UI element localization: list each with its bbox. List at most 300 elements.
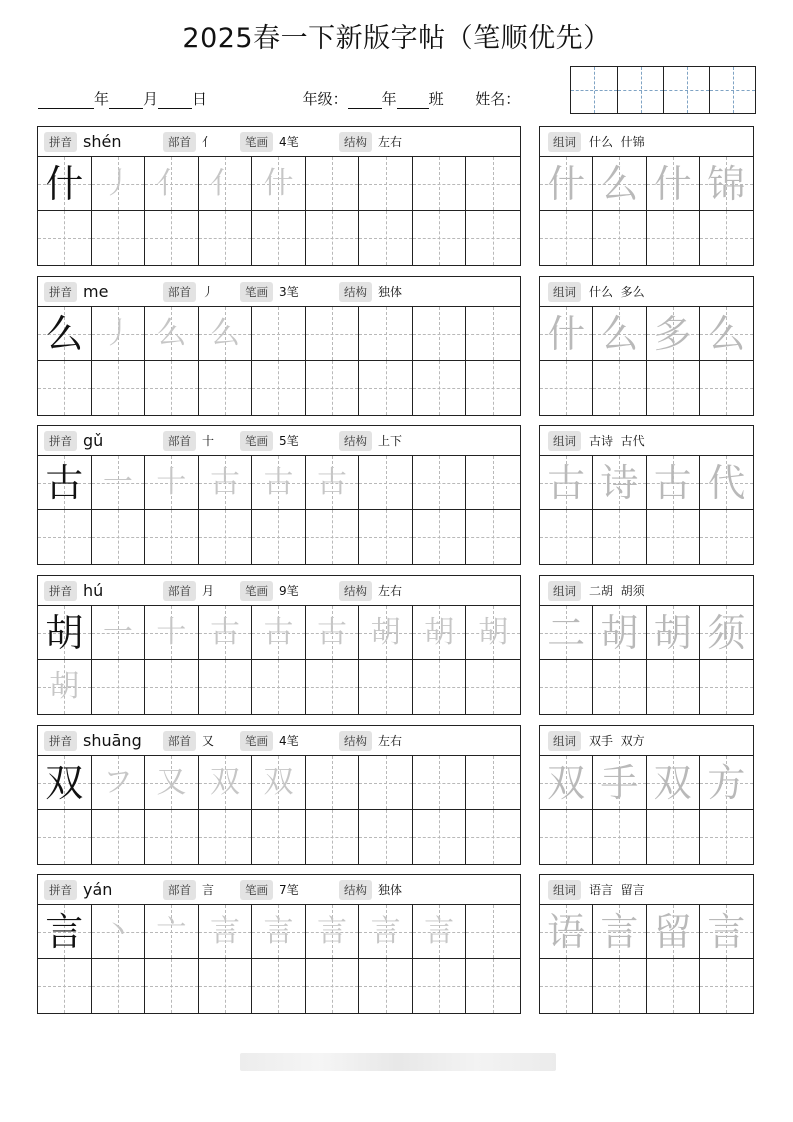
name-grid[interactable] xyxy=(570,66,756,114)
grid-cell[interactable] xyxy=(413,606,467,660)
grid-cell[interactable] xyxy=(540,905,593,959)
grid-cell[interactable] xyxy=(700,361,753,415)
grid-cell[interactable] xyxy=(700,211,753,265)
grid-cell[interactable] xyxy=(92,307,146,361)
word-char: 二 xyxy=(547,610,586,655)
grid-cell[interactable] xyxy=(413,660,467,714)
grade-year-blank[interactable] xyxy=(348,91,382,109)
practice-grid xyxy=(38,307,520,415)
pinyin-value: me xyxy=(83,282,109,301)
stroke-order-char: 言 xyxy=(209,913,240,949)
grid-cell[interactable] xyxy=(413,211,467,265)
grid-cell[interactable] xyxy=(466,756,520,810)
stroke-order-char: 什 xyxy=(263,165,294,201)
word-practice-box xyxy=(539,575,754,715)
practice-grid xyxy=(38,756,520,864)
grid-cell[interactable] xyxy=(38,905,92,959)
words-value: 什么 什锦 xyxy=(589,135,645,149)
stroke-practice-box xyxy=(37,425,521,565)
grid-cell[interactable] xyxy=(145,756,199,810)
structure-value: 上下 xyxy=(378,434,403,448)
grid-cell[interactable] xyxy=(466,660,520,714)
strokes-tag: 笔画 xyxy=(240,132,273,152)
grid-cell[interactable] xyxy=(199,756,253,810)
grid-cell[interactable] xyxy=(540,307,593,361)
grid-cell[interactable] xyxy=(593,810,646,864)
grid-cell[interactable] xyxy=(38,510,92,564)
month-label: 月 xyxy=(143,90,159,108)
practice-grid xyxy=(38,456,520,564)
grid-cell[interactable] xyxy=(92,510,146,564)
grid-cell[interactable] xyxy=(359,211,413,265)
structure-tag: 结构 xyxy=(339,880,372,900)
grid-cell[interactable] xyxy=(413,157,467,211)
structure-value: 左右 xyxy=(378,734,403,748)
month-blank[interactable] xyxy=(109,91,143,109)
grid-cell[interactable] xyxy=(359,510,413,564)
char-info-header xyxy=(38,127,520,157)
word-char: 古 xyxy=(653,460,692,505)
grid-cell[interactable] xyxy=(647,510,700,564)
grid-cell[interactable] xyxy=(252,959,306,1013)
words-header xyxy=(540,726,753,756)
grid-cell[interactable] xyxy=(647,660,700,714)
grid-cell[interactable] xyxy=(647,456,700,510)
blurred-footer xyxy=(240,1053,556,1071)
pinyin-tag: 拼音 xyxy=(44,731,77,751)
words-value: 双手 双方 xyxy=(589,734,645,748)
grid-cell[interactable] xyxy=(199,510,253,564)
grid-cell[interactable] xyxy=(593,456,646,510)
grid-cell[interactable] xyxy=(199,211,253,265)
word-char: 须 xyxy=(707,610,746,655)
grid-cell[interactable] xyxy=(466,211,520,265)
grid-cell[interactable] xyxy=(466,810,520,864)
word-grid xyxy=(540,307,753,415)
stroke-order-char: 一 xyxy=(102,464,133,500)
grid-cell[interactable] xyxy=(306,456,360,510)
grid-cell[interactable] xyxy=(593,660,646,714)
structure-tag: 结构 xyxy=(339,431,372,451)
grid-cell[interactable] xyxy=(38,660,92,714)
pinyin-tag: 拼音 xyxy=(44,880,77,900)
grid-cell[interactable] xyxy=(359,361,413,415)
grid-cell[interactable] xyxy=(359,307,413,361)
grid-cell[interactable] xyxy=(145,361,199,415)
structure-tag: 结构 xyxy=(339,581,372,601)
grid-cell[interactable] xyxy=(700,157,753,211)
word-char: 么 xyxy=(600,311,639,356)
stroke-order-char: 么 xyxy=(209,315,240,351)
grid-cell[interactable] xyxy=(466,307,520,361)
practice-block xyxy=(37,874,754,1014)
radical-tag: 部首 xyxy=(163,880,196,900)
practice-block xyxy=(37,425,754,565)
page-title: 2025春一下新版字帖（笔顺优先） xyxy=(182,23,611,54)
grid-cell[interactable] xyxy=(700,905,753,959)
grid-cell[interactable] xyxy=(359,810,413,864)
word-char: 多 xyxy=(653,311,692,356)
name-cell[interactable] xyxy=(663,67,709,113)
word-char: 么 xyxy=(600,161,639,206)
words-header xyxy=(540,576,753,606)
grid-cell[interactable] xyxy=(306,211,360,265)
model-char: 么 xyxy=(45,311,84,356)
grid-cell[interactable] xyxy=(593,361,646,415)
strokes-value: 9笔 xyxy=(279,584,299,598)
model-char: 双 xyxy=(45,760,84,805)
grid-cell[interactable] xyxy=(700,307,753,361)
radical-tag: 部首 xyxy=(163,132,196,152)
pinyin-value: shuāng xyxy=(83,731,142,750)
grid-cell[interactable] xyxy=(145,660,199,714)
grid-cell[interactable] xyxy=(145,211,199,265)
grid-cell[interactable] xyxy=(647,361,700,415)
grid-cell[interactable] xyxy=(199,456,253,510)
grid-cell[interactable] xyxy=(540,756,593,810)
grid-cell[interactable] xyxy=(466,157,520,211)
words-value: 二胡 胡须 xyxy=(589,584,645,598)
grid-cell[interactable] xyxy=(145,606,199,660)
stroke-practice-box xyxy=(37,276,521,416)
grid-cell[interactable] xyxy=(413,361,467,415)
grid-cell[interactable] xyxy=(359,905,413,959)
grid-cell[interactable] xyxy=(700,756,753,810)
word-grid xyxy=(540,456,753,564)
words-value: 语言 留言 xyxy=(589,883,645,897)
grid-cell[interactable] xyxy=(413,510,467,564)
grid-cell[interactable] xyxy=(540,810,593,864)
stroke-order-char: 亻 xyxy=(209,165,240,201)
strokes-tag: 笔画 xyxy=(240,431,273,451)
model-char: 胡 xyxy=(45,610,84,655)
word-grid xyxy=(540,756,753,864)
radical-value: 言 xyxy=(202,883,215,897)
grid-cell[interactable] xyxy=(466,510,520,564)
model-char: 什 xyxy=(45,161,84,206)
grid-cell[interactable] xyxy=(38,959,92,1013)
grid-cell[interactable] xyxy=(647,959,700,1013)
grade-year-label: 年 xyxy=(381,90,397,108)
radical-tag: 部首 xyxy=(163,431,196,451)
stroke-order-char: 一 xyxy=(102,614,133,650)
words-tag: 组词 xyxy=(548,132,581,152)
grid-cell[interactable] xyxy=(359,456,413,510)
grid-cell[interactable] xyxy=(647,606,700,660)
grid-cell[interactable] xyxy=(359,157,413,211)
grid-cell[interactable] xyxy=(92,211,146,265)
grid-cell[interactable] xyxy=(359,660,413,714)
word-practice-box xyxy=(539,874,754,1014)
word-practice-box xyxy=(539,725,754,865)
grid-cell[interactable] xyxy=(540,959,593,1013)
word-char: 什 xyxy=(547,311,586,356)
words-header xyxy=(540,127,753,157)
stroke-order-char: 胡 xyxy=(478,614,509,650)
model-char: 言 xyxy=(45,909,84,954)
grid-cell[interactable] xyxy=(306,157,360,211)
grid-cell[interactable] xyxy=(306,810,360,864)
grid-cell[interactable] xyxy=(647,905,700,959)
grid-cell[interactable] xyxy=(466,456,520,510)
grid-cell[interactable] xyxy=(359,959,413,1013)
radical-value: 十 xyxy=(202,434,215,448)
grid-cell[interactable] xyxy=(306,660,360,714)
grid-cell[interactable] xyxy=(540,157,593,211)
grid-cell[interactable] xyxy=(700,959,753,1013)
strokes-tag: 笔画 xyxy=(240,282,273,302)
grid-cell[interactable] xyxy=(647,307,700,361)
grid-cell[interactable] xyxy=(540,361,593,415)
grid-cell[interactable] xyxy=(466,905,520,959)
grid-cell[interactable] xyxy=(593,606,646,660)
word-char: 胡 xyxy=(600,610,639,655)
strokes-value: 5笔 xyxy=(279,434,299,448)
grid-cell[interactable] xyxy=(593,905,646,959)
structure-value: 左右 xyxy=(378,584,403,598)
word-char: 方 xyxy=(707,760,746,805)
grid-cell[interactable] xyxy=(252,157,306,211)
grid-cell[interactable] xyxy=(252,211,306,265)
grid-cell[interactable] xyxy=(252,606,306,660)
grid-cell[interactable] xyxy=(92,361,146,415)
grid-cell[interactable] xyxy=(38,810,92,864)
word-grid xyxy=(540,905,753,1013)
grid-cell[interactable] xyxy=(199,959,253,1013)
grid-cell[interactable] xyxy=(145,959,199,1013)
grid-cell[interactable] xyxy=(700,456,753,510)
pinyin-tag: 拼音 xyxy=(44,282,77,302)
grid-cell[interactable] xyxy=(145,456,199,510)
name-cell[interactable] xyxy=(709,67,755,113)
grid-cell[interactable] xyxy=(700,606,753,660)
word-practice-box xyxy=(539,126,754,266)
grid-cell[interactable] xyxy=(199,157,253,211)
grid-cell[interactable] xyxy=(252,456,306,510)
grid-cell[interactable] xyxy=(199,361,253,415)
grid-cell[interactable] xyxy=(540,456,593,510)
name-cell[interactable] xyxy=(571,67,617,113)
grid-cell[interactable] xyxy=(92,660,146,714)
grid-cell[interactable] xyxy=(199,905,253,959)
grid-cell[interactable] xyxy=(252,660,306,714)
grid-cell[interactable] xyxy=(593,307,646,361)
grid-cell[interactable] xyxy=(252,307,306,361)
grid-cell[interactable] xyxy=(413,456,467,510)
grid-cell[interactable] xyxy=(647,810,700,864)
strokes-tag: 笔画 xyxy=(240,581,273,601)
grid-cell[interactable] xyxy=(700,510,753,564)
grid-cell[interactable] xyxy=(413,756,467,810)
words-value: 古诗 古代 xyxy=(589,434,645,448)
grid-cell[interactable] xyxy=(92,810,146,864)
grid-cell[interactable] xyxy=(38,211,92,265)
stroke-practice-box xyxy=(37,126,521,266)
stroke-order-char: 古 xyxy=(209,464,240,500)
grid-cell[interactable] xyxy=(306,510,360,564)
char-info-header xyxy=(38,875,520,905)
grid-cell[interactable] xyxy=(92,905,146,959)
stroke-order-char: 又 xyxy=(156,764,187,800)
word-practice-box xyxy=(539,425,754,565)
grid-cell[interactable] xyxy=(359,606,413,660)
class-blank[interactable] xyxy=(397,91,429,109)
grid-cell[interactable] xyxy=(466,606,520,660)
grid-cell[interactable] xyxy=(252,756,306,810)
grid-cell[interactable] xyxy=(593,211,646,265)
words-tag: 组词 xyxy=(548,880,581,900)
stroke-order-char: 么 xyxy=(156,315,187,351)
stroke-order-char: 古 xyxy=(317,464,348,500)
grid-cell[interactable] xyxy=(38,361,92,415)
grid-cell[interactable] xyxy=(92,157,146,211)
strokes-value: 4笔 xyxy=(279,734,299,748)
word-grid xyxy=(540,606,753,714)
grid-cell[interactable] xyxy=(413,959,467,1013)
radical-tag: 部首 xyxy=(163,731,196,751)
word-char: 言 xyxy=(600,909,639,954)
word-char: 留 xyxy=(653,909,692,954)
word-char: 代 xyxy=(707,460,746,505)
grid-cell[interactable] xyxy=(38,157,92,211)
stroke-order-char: 古 xyxy=(317,614,348,650)
grid-cell[interactable] xyxy=(413,905,467,959)
words-tag: 组词 xyxy=(548,282,581,302)
strokes-tag: 笔画 xyxy=(240,880,273,900)
practice-block xyxy=(37,575,754,715)
words-tag: 组词 xyxy=(548,431,581,451)
grid-cell[interactable] xyxy=(252,810,306,864)
grid-cell[interactable] xyxy=(540,660,593,714)
structure-tag: 结构 xyxy=(339,731,372,751)
grid-cell[interactable] xyxy=(38,307,92,361)
grid-cell[interactable] xyxy=(252,361,306,415)
stroke-order-char: 双 xyxy=(263,764,294,800)
grid-cell[interactable] xyxy=(306,606,360,660)
pinyin-tag: 拼音 xyxy=(44,581,77,601)
stroke-order-char: 古 xyxy=(263,614,294,650)
grid-cell[interactable] xyxy=(92,959,146,1013)
grid-cell[interactable] xyxy=(199,606,253,660)
word-char: 双 xyxy=(547,760,586,805)
grid-cell[interactable] xyxy=(466,361,520,415)
grid-cell[interactable] xyxy=(252,510,306,564)
structure-tag: 结构 xyxy=(339,282,372,302)
grid-cell[interactable] xyxy=(145,510,199,564)
grid-cell[interactable] xyxy=(199,660,253,714)
date-grade-line xyxy=(38,88,520,109)
structure-value: 左右 xyxy=(378,135,403,149)
radical-value: 又 xyxy=(202,734,215,748)
strokes-value: 7笔 xyxy=(279,883,299,897)
practice-grid xyxy=(38,905,520,1013)
grid-cell[interactable] xyxy=(306,361,360,415)
strokes-value: 3笔 xyxy=(279,285,299,299)
stroke-order-char: 丿 xyxy=(102,315,133,351)
grid-cell[interactable] xyxy=(593,959,646,1013)
grid-cell[interactable] xyxy=(413,307,467,361)
year-blank[interactable] xyxy=(38,91,94,109)
grid-cell[interactable] xyxy=(306,307,360,361)
stroke-order-char: 十 xyxy=(156,464,187,500)
grid-cell[interactable] xyxy=(92,456,146,510)
grid-cell[interactable] xyxy=(540,510,593,564)
stroke-order-char: 亻 xyxy=(156,165,187,201)
stroke-order-char: 丶 xyxy=(102,913,133,949)
grid-cell[interactable] xyxy=(145,810,199,864)
grid-cell[interactable] xyxy=(647,756,700,810)
radical-value: 月 xyxy=(202,584,215,598)
word-char: 古 xyxy=(547,460,586,505)
stroke-order-char: 言 xyxy=(424,913,455,949)
radical-value: 丿 xyxy=(202,285,215,299)
stroke-practice-box xyxy=(37,725,521,865)
grade-label: 年级： xyxy=(302,90,348,108)
grid-cell[interactable] xyxy=(593,510,646,564)
grid-cell[interactable] xyxy=(700,660,753,714)
grid-cell[interactable] xyxy=(145,307,199,361)
grid-cell[interactable] xyxy=(145,157,199,211)
grid-cell[interactable] xyxy=(700,810,753,864)
grid-cell[interactable] xyxy=(199,307,253,361)
name-label: 姓名： xyxy=(475,90,521,108)
pinyin-value: shén xyxy=(83,132,122,151)
radical-tag: 部首 xyxy=(163,282,196,302)
grid-cell[interactable] xyxy=(92,756,146,810)
day-blank[interactable] xyxy=(158,91,192,109)
grid-cell[interactable] xyxy=(593,157,646,211)
grid-cell[interactable] xyxy=(466,959,520,1013)
structure-value: 独体 xyxy=(378,285,403,299)
grid-cell[interactable] xyxy=(647,157,700,211)
practice-block xyxy=(37,126,754,266)
grid-cell[interactable] xyxy=(38,756,92,810)
grid-cell[interactable] xyxy=(92,606,146,660)
practice-grid xyxy=(38,157,520,265)
stroke-order-char: 十 xyxy=(156,614,187,650)
grid-cell[interactable] xyxy=(540,211,593,265)
day-label: 日 xyxy=(192,90,208,108)
grid-cell[interactable] xyxy=(540,606,593,660)
grid-cell[interactable] xyxy=(38,606,92,660)
strokes-tag: 笔画 xyxy=(240,731,273,751)
word-char: 什 xyxy=(653,161,692,206)
char-info-header xyxy=(38,576,520,606)
grid-cell[interactable] xyxy=(413,810,467,864)
model-char: 古 xyxy=(45,460,84,505)
stroke-order-char: 双 xyxy=(209,764,240,800)
grid-cell[interactable] xyxy=(252,905,306,959)
grid-cell[interactable] xyxy=(306,905,360,959)
grid-cell[interactable] xyxy=(145,905,199,959)
grid-cell[interactable] xyxy=(306,959,360,1013)
grid-cell[interactable] xyxy=(306,756,360,810)
practice-block xyxy=(37,276,754,416)
grid-cell[interactable] xyxy=(199,810,253,864)
name-cell[interactable] xyxy=(617,67,663,113)
grid-cell[interactable] xyxy=(359,756,413,810)
word-practice-box xyxy=(539,276,754,416)
practice-grid xyxy=(38,606,520,714)
stroke-order-char: 胡 xyxy=(49,669,80,704)
grid-cell[interactable] xyxy=(647,211,700,265)
stroke-order-char: 亠 xyxy=(156,913,187,949)
words-header xyxy=(540,875,753,905)
grid-cell[interactable] xyxy=(38,456,92,510)
stroke-practice-box xyxy=(37,575,521,715)
stroke-order-char: フ xyxy=(102,764,133,800)
grid-cell[interactable] xyxy=(593,756,646,810)
